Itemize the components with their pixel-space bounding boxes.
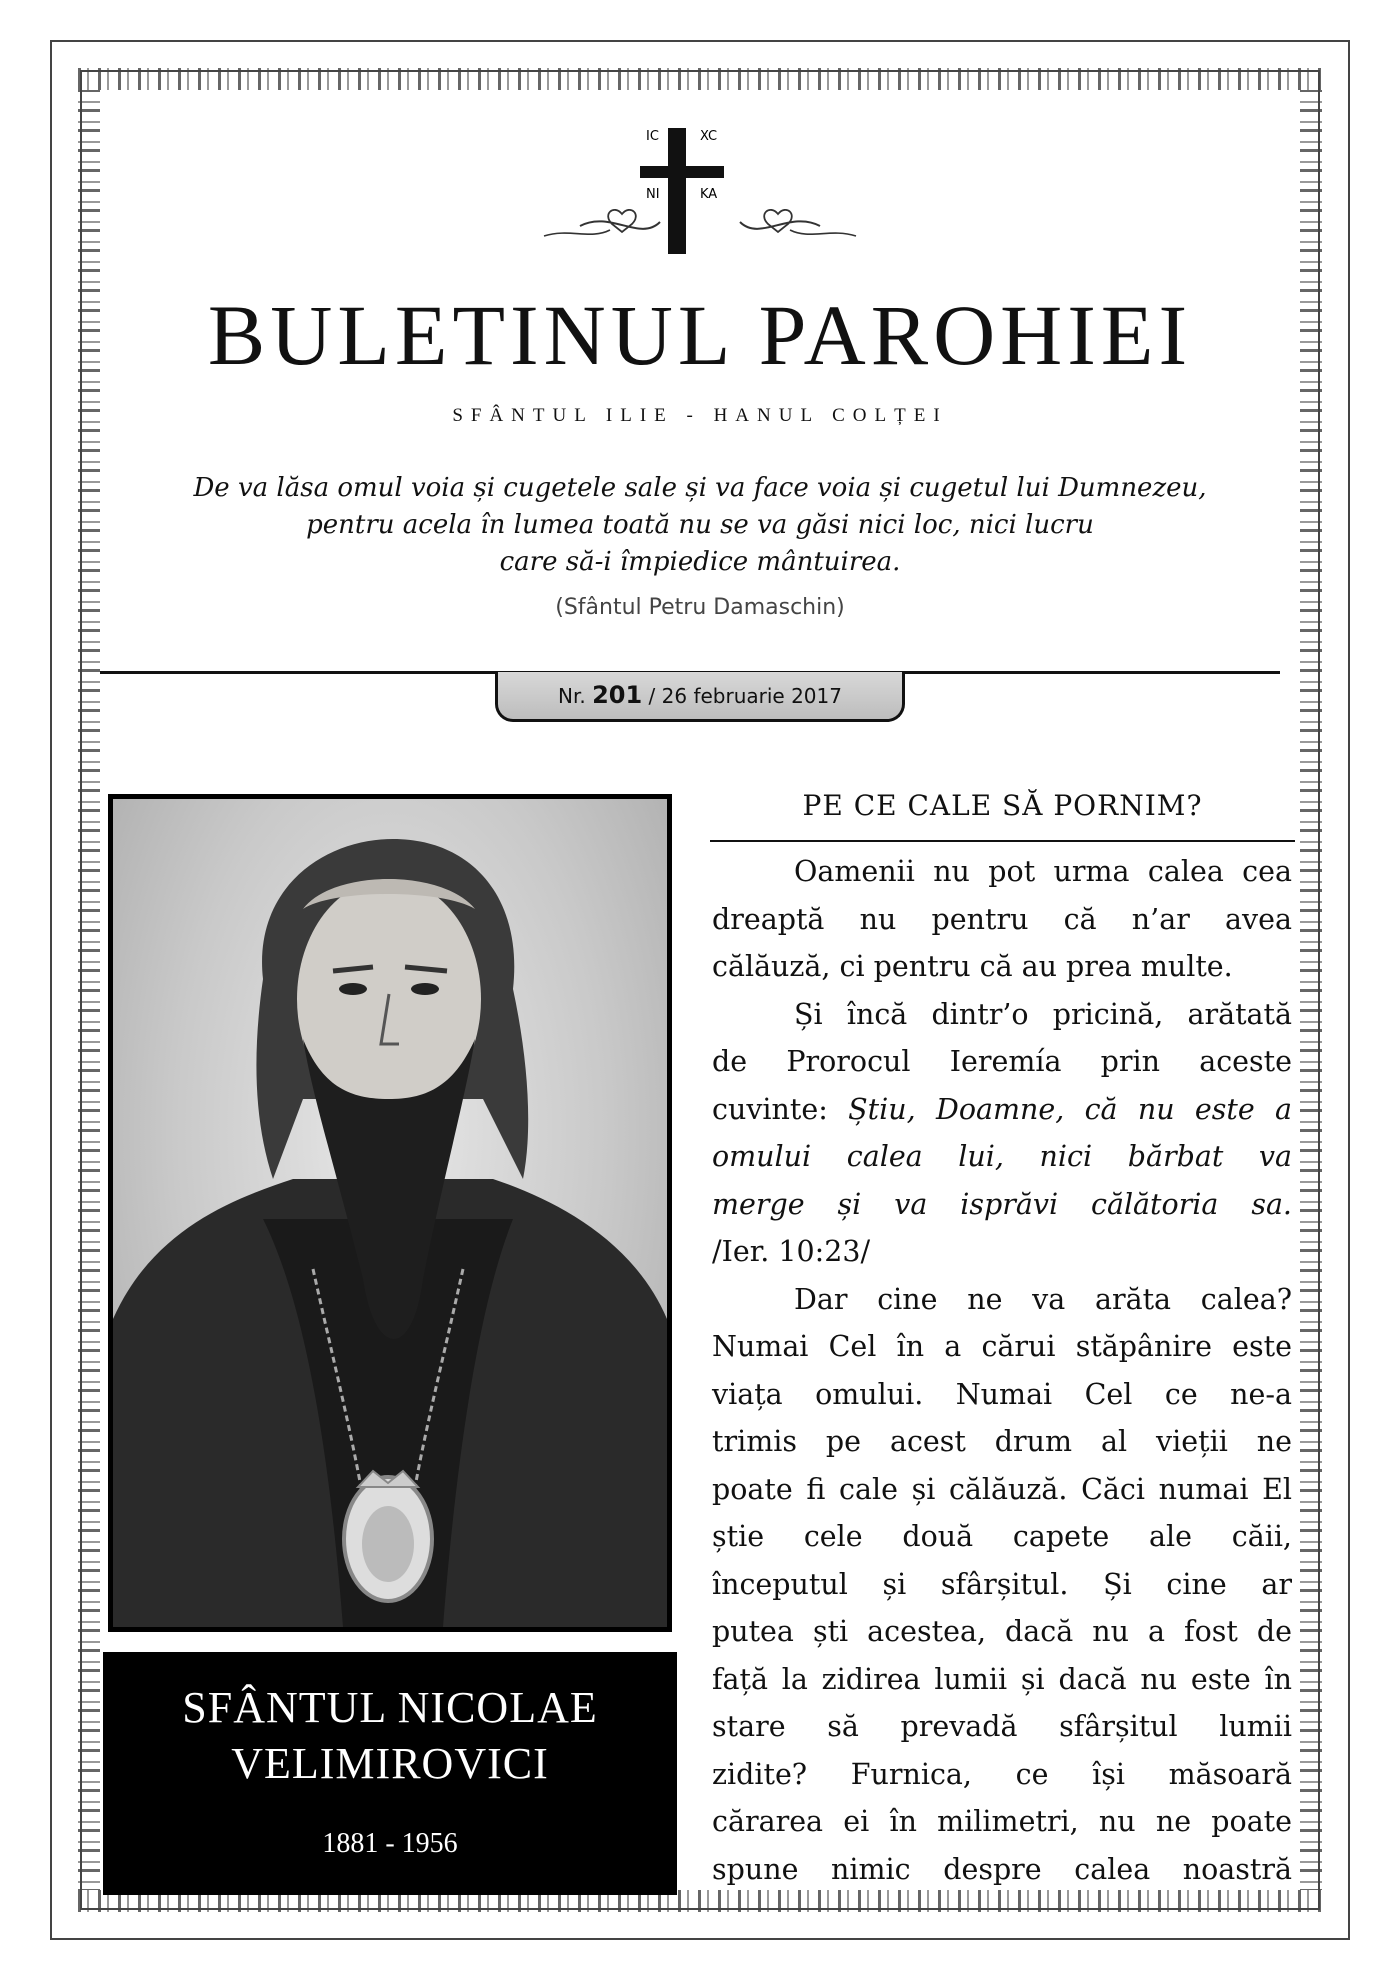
saint-name bbox=[103, 1680, 677, 1792]
motto-line: pentru acela în lumea toată nu se va găsi nici loc, nici lucru bbox=[306, 510, 1094, 540]
saint-caption bbox=[103, 1652, 677, 1895]
scripture-quote: omului calea lui, nici bărbat va bbox=[712, 1140, 1292, 1173]
emblem-letter-xc: XC bbox=[700, 129, 718, 144]
motto-quote bbox=[120, 470, 1280, 581]
article-line: trimis pe acest drum al vieții ne bbox=[712, 1425, 1292, 1458]
article-text: cuvinte: bbox=[712, 1092, 849, 1126]
portrait-figure bbox=[113, 799, 667, 1627]
article-line: Oamenii nu pot urma calea cea bbox=[794, 855, 1292, 888]
article-line: față la zidirea lumii și dacă nu este în bbox=[712, 1662, 1292, 1696]
article-line: spune nimic despre calea noastră bbox=[712, 1852, 1292, 1886]
cross-emblem bbox=[540, 118, 860, 258]
emblem-letter-ic: IC bbox=[646, 129, 659, 144]
article-title-underline bbox=[710, 840, 1295, 842]
saint-name-line: VELIMIROVICI bbox=[231, 1739, 549, 1788]
cross-icon bbox=[540, 118, 860, 258]
article-line: viața omului. Numai Cel ce ne-a bbox=[712, 1377, 1292, 1411]
article-line: putea ști acestea, dacă nu a fost de bbox=[712, 1615, 1292, 1648]
motto-source: (Sfântul Petru Damaschin) bbox=[555, 595, 845, 620]
scripture-reference: /Ier. 10:23/ bbox=[712, 1235, 871, 1268]
article-line bbox=[712, 1181, 1292, 1229]
article-line: călăuză, ci pentru că au prea multe. bbox=[712, 950, 1233, 983]
scripture-quote: merge și va isprăvi călătoria sa. bbox=[712, 1187, 1292, 1221]
issue-number: 201 bbox=[592, 681, 643, 709]
saint-years: 1881 - 1956 bbox=[322, 1828, 458, 1859]
article-body bbox=[712, 848, 1292, 1893]
motto-line: care să-i împiedice mântuirea. bbox=[499, 547, 901, 577]
issue-prefix: Nr. bbox=[558, 684, 586, 708]
article-line bbox=[712, 1086, 1292, 1134]
motto-line: De va lăsa omul voia și cugetele sale și va face voia și cugetul lui Dumnezeu, bbox=[193, 473, 1207, 503]
saint-name-line: SFÂNTUL NICOLAE bbox=[182, 1683, 598, 1732]
bulletin-title: BULETINUL PAROHIEI bbox=[207, 287, 1193, 383]
article-line: Dar cine ne va arăta calea? bbox=[794, 1282, 1292, 1316]
emblem-letter-ka: KA bbox=[700, 187, 718, 202]
saint-portrait bbox=[108, 794, 672, 1632]
article-title: PE CE CALE SĂ PORNIM? bbox=[802, 789, 1203, 822]
emblem-letter-ni: NI bbox=[646, 187, 660, 202]
article-line: de Prorocul Ieremía prin aceste bbox=[712, 1045, 1292, 1078]
article-line: dreaptă nu pentru că n’ar avea bbox=[712, 902, 1292, 936]
article-line: poate fi cale și călăuză. Căci numai El bbox=[712, 1472, 1292, 1506]
article-line: începutul și sfârșitul. Și cine ar bbox=[712, 1567, 1292, 1601]
article-line: stare să prevadă sfârșitul lumii bbox=[712, 1710, 1292, 1743]
article-line: Și încă dintr’o pricină, arătată bbox=[794, 997, 1292, 1031]
article-line: Numai Cel în a cărui stăpânire este bbox=[712, 1330, 1292, 1363]
issue-tab bbox=[495, 672, 905, 722]
article-line: zidite? Furnica, ce își măsoară bbox=[712, 1757, 1292, 1791]
article-line bbox=[712, 1133, 1292, 1181]
issue-date: / 26 februarie 2017 bbox=[648, 684, 842, 708]
scripture-quote: Știu, Doamne, că nu este a bbox=[848, 1092, 1293, 1126]
article-line: știe cele două capete ale căii, bbox=[712, 1520, 1292, 1553]
article-line: cărarea ei în milimetri, nu ne poate bbox=[712, 1805, 1292, 1838]
parish-subtitle: SFÂNTUL ILIE - HANUL COLȚEI bbox=[452, 405, 948, 426]
